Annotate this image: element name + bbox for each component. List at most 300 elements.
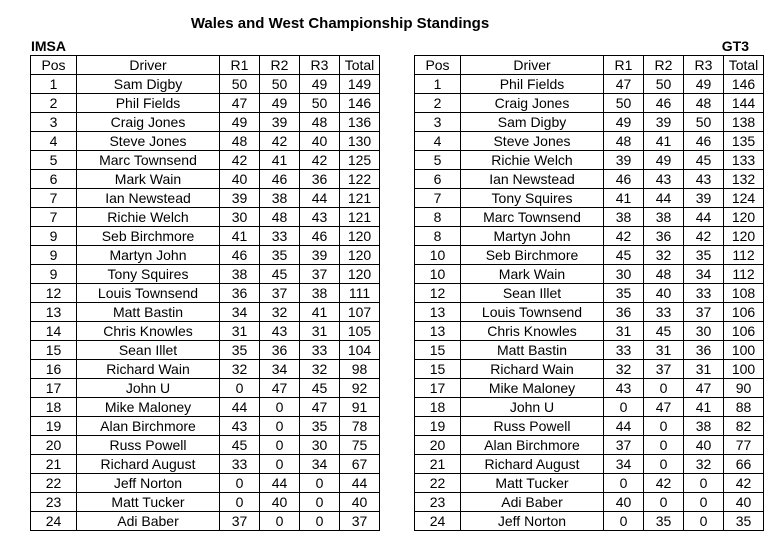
cell-driver: Chris Knowles [77, 322, 220, 341]
cell-pos: 6 [31, 170, 77, 189]
table-row [31, 474, 380, 493]
cell-total: 91 [340, 398, 380, 417]
table-row [415, 170, 764, 189]
cell-total: 77 [724, 436, 764, 455]
cell-r2: 46 [260, 170, 300, 189]
cell-r2: 0 [260, 455, 300, 474]
cell-r3: 35 [300, 417, 340, 436]
cell-pos: 7 [415, 189, 461, 208]
cell-r2: 36 [644, 227, 684, 246]
cell-r2: 33 [260, 227, 300, 246]
cell-pos: 12 [415, 284, 461, 303]
cell-total: 37 [340, 512, 380, 531]
header-row [31, 56, 380, 75]
cell-r3: 49 [300, 75, 340, 94]
cell-pos: 15 [31, 341, 77, 360]
cell-r2: 38 [260, 189, 300, 208]
cell-driver: Marc Townsend [77, 151, 220, 170]
cell-pos: 2 [31, 94, 77, 113]
cell-r1: 34 [220, 303, 260, 322]
cell-driver: Phil Fields [461, 75, 604, 94]
cell-pos: 3 [31, 113, 77, 132]
cell-pos: 10 [415, 265, 461, 284]
cell-total: 35 [724, 512, 764, 531]
cell-driver: Matt Tucker [77, 493, 220, 512]
cell-driver: Tony Squires [461, 189, 604, 208]
cell-total: 138 [724, 113, 764, 132]
cell-r2: 37 [644, 360, 684, 379]
cell-total: 146 [340, 94, 380, 113]
cell-r2: 32 [644, 246, 684, 265]
header-r1: R1 [604, 56, 644, 75]
table-row [415, 208, 764, 227]
cell-r1: 48 [604, 132, 644, 151]
cell-r1: 42 [604, 227, 644, 246]
cell-r1: 0 [604, 474, 644, 493]
cell-r3: 48 [300, 113, 340, 132]
cell-driver: Richard August [77, 455, 220, 474]
cell-total: 40 [724, 493, 764, 512]
cell-pos: 16 [31, 360, 77, 379]
cell-r1: 46 [220, 246, 260, 265]
table-row [415, 455, 764, 474]
cell-pos: 2 [415, 94, 461, 113]
cell-r1: 0 [220, 474, 260, 493]
cell-r1: 49 [604, 113, 644, 132]
cell-driver: Louis Townsend [461, 303, 604, 322]
cell-driver: Mark Wain [461, 265, 604, 284]
cell-driver: Alan Birchmore [77, 417, 220, 436]
cell-pos: 18 [415, 398, 461, 417]
table-row [31, 113, 380, 132]
table-row [415, 398, 764, 417]
cell-r2: 40 [260, 493, 300, 512]
cell-pos: 18 [31, 398, 77, 417]
table-row [415, 322, 764, 341]
cell-driver: John U [461, 398, 604, 417]
cell-pos: 8 [415, 208, 461, 227]
table-row [31, 322, 380, 341]
cell-r3: 43 [684, 170, 724, 189]
cell-r2: 47 [644, 398, 684, 417]
cell-pos: 9 [31, 246, 77, 265]
cell-pos: 21 [415, 455, 461, 474]
cell-r2: 45 [644, 322, 684, 341]
page-title: Wales and West Championship Standings [190, 15, 490, 32]
cell-total: 42 [724, 474, 764, 493]
cell-pos: 9 [31, 227, 77, 246]
cell-driver: Matt Bastin [461, 341, 604, 360]
cell-pos: 12 [31, 284, 77, 303]
gt3-standings-table [414, 55, 764, 531]
cell-r2: 46 [644, 94, 684, 113]
cell-r3: 34 [300, 455, 340, 474]
cell-r2: 49 [644, 151, 684, 170]
cell-total: 98 [340, 360, 380, 379]
cell-total: 92 [340, 379, 380, 398]
cell-driver: Martyn John [461, 227, 604, 246]
cell-r1: 36 [220, 284, 260, 303]
cell-r3: 34 [684, 265, 724, 284]
cell-r2: 0 [260, 512, 300, 531]
cell-total: 44 [340, 474, 380, 493]
cell-r2: 0 [260, 436, 300, 455]
cell-r2: 41 [260, 151, 300, 170]
imsa-table-label: IMSA [31, 38, 66, 54]
cell-r2: 0 [644, 493, 684, 512]
cell-total: 130 [340, 132, 380, 151]
cell-r1: 45 [220, 436, 260, 455]
cell-pos: 3 [415, 113, 461, 132]
cell-r3: 37 [684, 303, 724, 322]
cell-r2: 32 [260, 303, 300, 322]
cell-driver: Mark Wain [77, 170, 220, 189]
table-row [31, 379, 380, 398]
cell-total: 90 [724, 379, 764, 398]
cell-driver: Sam Digby [77, 75, 220, 94]
header-r3: R3 [684, 56, 724, 75]
table-row [415, 474, 764, 493]
table-row [415, 227, 764, 246]
cell-r1: 35 [220, 341, 260, 360]
cell-total: 135 [724, 132, 764, 151]
table-row [415, 493, 764, 512]
cell-r3: 39 [300, 246, 340, 265]
cell-r2: 0 [644, 455, 684, 474]
cell-r1: 35 [604, 284, 644, 303]
cell-driver: Craig Jones [461, 94, 604, 113]
cell-pos: 22 [31, 474, 77, 493]
cell-driver: Richie Welch [77, 208, 220, 227]
table-row [31, 265, 380, 284]
cell-driver: Adi Baber [461, 493, 604, 512]
cell-total: 112 [724, 246, 764, 265]
cell-driver: Alan Birchmore [461, 436, 604, 455]
cell-r1: 42 [220, 151, 260, 170]
cell-total: 121 [340, 189, 380, 208]
cell-r1: 41 [604, 189, 644, 208]
cell-r2: 35 [644, 512, 684, 531]
cell-r3: 46 [684, 132, 724, 151]
cell-r3: 37 [300, 265, 340, 284]
cell-total: 40 [340, 493, 380, 512]
cell-pos: 23 [31, 493, 77, 512]
cell-r3: 40 [684, 436, 724, 455]
table-row [31, 75, 380, 94]
cell-driver: Sean Illet [77, 341, 220, 360]
cell-driver: Chris Knowles [461, 322, 604, 341]
cell-driver: Martyn John [77, 246, 220, 265]
header-r1: R1 [220, 56, 260, 75]
table-row [31, 303, 380, 322]
cell-r3: 0 [684, 493, 724, 512]
header-r2: R2 [644, 56, 684, 75]
cell-r1: 44 [220, 398, 260, 417]
cell-pos: 22 [415, 474, 461, 493]
header-row [415, 56, 764, 75]
cell-total: 112 [724, 265, 764, 284]
cell-driver: Marc Townsend [461, 208, 604, 227]
cell-r2: 36 [260, 341, 300, 360]
cell-r1: 33 [220, 455, 260, 474]
cell-r3: 41 [684, 398, 724, 417]
cell-r1: 40 [604, 493, 644, 512]
cell-r1: 43 [220, 417, 260, 436]
cell-pos: 13 [415, 303, 461, 322]
cell-r1: 0 [604, 512, 644, 531]
cell-pos: 17 [415, 379, 461, 398]
cell-r2: 49 [260, 94, 300, 113]
cell-r2: 0 [644, 379, 684, 398]
cell-r1: 32 [604, 360, 644, 379]
cell-r2: 43 [644, 170, 684, 189]
cell-driver: Mike Maloney [77, 398, 220, 417]
cell-r2: 42 [644, 474, 684, 493]
table-row [31, 436, 380, 455]
cell-pos: 1 [31, 75, 77, 94]
cell-pos: 14 [31, 322, 77, 341]
cell-r2: 0 [260, 398, 300, 417]
cell-total: 78 [340, 417, 380, 436]
cell-driver: Louis Townsend [77, 284, 220, 303]
table-row [31, 227, 380, 246]
cell-pos: 13 [31, 303, 77, 322]
cell-r2: 48 [644, 265, 684, 284]
cell-total: 66 [724, 455, 764, 474]
table-row [415, 284, 764, 303]
imsa-standings-table [30, 55, 380, 531]
cell-r3: 39 [684, 189, 724, 208]
table-row [415, 75, 764, 94]
cell-pos: 23 [415, 493, 461, 512]
cell-r3: 32 [684, 455, 724, 474]
cell-r2: 0 [644, 417, 684, 436]
cell-r1: 47 [220, 94, 260, 113]
table-row [415, 113, 764, 132]
cell-r3: 50 [300, 94, 340, 113]
table-row [415, 94, 764, 113]
cell-driver: Matt Tucker [461, 474, 604, 493]
table-row [31, 94, 380, 113]
cell-pos: 8 [415, 227, 461, 246]
cell-driver: Tony Squires [77, 265, 220, 284]
cell-r2: 40 [644, 284, 684, 303]
table-row [31, 360, 380, 379]
cell-driver: Richie Welch [461, 151, 604, 170]
header-r2: R2 [260, 56, 300, 75]
cell-r3: 0 [300, 493, 340, 512]
cell-driver: Steve Jones [461, 132, 604, 151]
cell-r1: 49 [220, 113, 260, 132]
cell-r1: 30 [604, 265, 644, 284]
cell-r2: 34 [260, 360, 300, 379]
cell-r3: 40 [300, 132, 340, 151]
cell-total: 125 [340, 151, 380, 170]
cell-r3: 30 [300, 436, 340, 455]
cell-r1: 47 [604, 75, 644, 94]
cell-driver: Ian Newstead [461, 170, 604, 189]
cell-total: 122 [340, 170, 380, 189]
cell-r3: 38 [684, 417, 724, 436]
cell-pos: 15 [415, 341, 461, 360]
cell-r2: 37 [260, 284, 300, 303]
table-row [415, 265, 764, 284]
cell-r3: 47 [300, 398, 340, 417]
cell-r1: 37 [604, 436, 644, 455]
cell-r2: 31 [644, 341, 684, 360]
cell-r1: 39 [604, 151, 644, 170]
cell-r1: 0 [220, 379, 260, 398]
cell-total: 67 [340, 455, 380, 474]
cell-r2: 38 [644, 208, 684, 227]
cell-pos: 24 [415, 512, 461, 531]
cell-r2: 39 [644, 113, 684, 132]
cell-r2: 45 [260, 265, 300, 284]
cell-r2: 50 [260, 75, 300, 94]
cell-driver: Steve Jones [77, 132, 220, 151]
cell-total: 100 [724, 360, 764, 379]
cell-r3: 35 [684, 246, 724, 265]
cell-total: 82 [724, 417, 764, 436]
cell-total: 106 [724, 322, 764, 341]
table-row [31, 341, 380, 360]
cell-r1: 32 [220, 360, 260, 379]
cell-r3: 0 [300, 474, 340, 493]
cell-r1: 40 [220, 170, 260, 189]
table-row [415, 341, 764, 360]
cell-r2: 42 [260, 132, 300, 151]
cell-driver: Sean Illet [461, 284, 604, 303]
cell-r1: 31 [604, 322, 644, 341]
cell-driver: Jeff Norton [461, 512, 604, 531]
cell-total: 132 [724, 170, 764, 189]
cell-r1: 31 [220, 322, 260, 341]
cell-r3: 41 [300, 303, 340, 322]
cell-r1: 36 [604, 303, 644, 322]
table-row [31, 151, 380, 170]
table-row [31, 493, 380, 512]
cell-r3: 36 [300, 170, 340, 189]
table-row [415, 132, 764, 151]
cell-pos: 24 [31, 512, 77, 531]
cell-r1: 38 [604, 208, 644, 227]
cell-r3: 44 [300, 189, 340, 208]
table-row [415, 379, 764, 398]
cell-r3: 0 [684, 512, 724, 531]
cell-r3: 32 [300, 360, 340, 379]
cell-driver: Richard August [461, 455, 604, 474]
cell-driver: Seb Birchmore [461, 246, 604, 265]
cell-r3: 44 [684, 208, 724, 227]
cell-r3: 0 [300, 512, 340, 531]
table-row [415, 189, 764, 208]
cell-total: 104 [340, 341, 380, 360]
cell-pos: 7 [31, 208, 77, 227]
cell-r3: 47 [684, 379, 724, 398]
cell-pos: 15 [415, 360, 461, 379]
cell-r3: 48 [684, 94, 724, 113]
cell-r1: 39 [220, 189, 260, 208]
cell-r1: 43 [604, 379, 644, 398]
cell-r1: 46 [604, 170, 644, 189]
gt3-table-label: GT3 [721, 38, 749, 54]
table-row [31, 455, 380, 474]
cell-r3: 43 [300, 208, 340, 227]
cell-total: 133 [724, 151, 764, 170]
table-row [415, 246, 764, 265]
cell-r3: 46 [300, 227, 340, 246]
cell-pos: 7 [31, 189, 77, 208]
cell-r2: 41 [644, 132, 684, 151]
cell-r2: 0 [260, 417, 300, 436]
cell-pos: 17 [31, 379, 77, 398]
table-row [415, 151, 764, 170]
header-total: Total [340, 56, 380, 75]
header-total: Total [724, 56, 764, 75]
cell-r3: 33 [684, 284, 724, 303]
cell-total: 120 [340, 246, 380, 265]
cell-driver: Phil Fields [77, 94, 220, 113]
table-row [31, 512, 380, 531]
cell-total: 136 [340, 113, 380, 132]
cell-r2: 48 [260, 208, 300, 227]
cell-total: 106 [724, 303, 764, 322]
cell-pos: 9 [31, 265, 77, 284]
table-row [31, 132, 380, 151]
header-pos: Pos [31, 56, 77, 75]
header-driver: Driver [461, 56, 604, 75]
cell-r1: 50 [604, 94, 644, 113]
header-r3: R3 [300, 56, 340, 75]
header-pos: Pos [415, 56, 461, 75]
table-row [31, 284, 380, 303]
cell-pos: 5 [31, 151, 77, 170]
cell-total: 146 [724, 75, 764, 94]
table-row [415, 303, 764, 322]
cell-r3: 49 [684, 75, 724, 94]
cell-r3: 33 [300, 341, 340, 360]
cell-r1: 44 [604, 417, 644, 436]
cell-total: 149 [340, 75, 380, 94]
cell-r2: 33 [644, 303, 684, 322]
table-row [31, 417, 380, 436]
cell-r1: 34 [604, 455, 644, 474]
cell-r1: 37 [220, 512, 260, 531]
table-row [415, 360, 764, 379]
cell-driver: John U [77, 379, 220, 398]
cell-pos: 4 [31, 132, 77, 151]
cell-r3: 36 [684, 341, 724, 360]
cell-r3: 50 [684, 113, 724, 132]
cell-r2: 44 [644, 189, 684, 208]
cell-total: 88 [724, 398, 764, 417]
cell-total: 107 [340, 303, 380, 322]
cell-driver: Matt Bastin [77, 303, 220, 322]
cell-pos: 13 [415, 322, 461, 341]
cell-r3: 45 [684, 151, 724, 170]
cell-pos: 4 [415, 132, 461, 151]
cell-driver: Richard Wain [77, 360, 220, 379]
cell-driver: Sam Digby [461, 113, 604, 132]
cell-pos: 20 [415, 436, 461, 455]
cell-pos: 6 [415, 170, 461, 189]
cell-total: 108 [724, 284, 764, 303]
cell-pos: 5 [415, 151, 461, 170]
cell-pos: 21 [31, 455, 77, 474]
cell-r2: 50 [644, 75, 684, 94]
cell-r1: 38 [220, 265, 260, 284]
cell-pos: 20 [31, 436, 77, 455]
